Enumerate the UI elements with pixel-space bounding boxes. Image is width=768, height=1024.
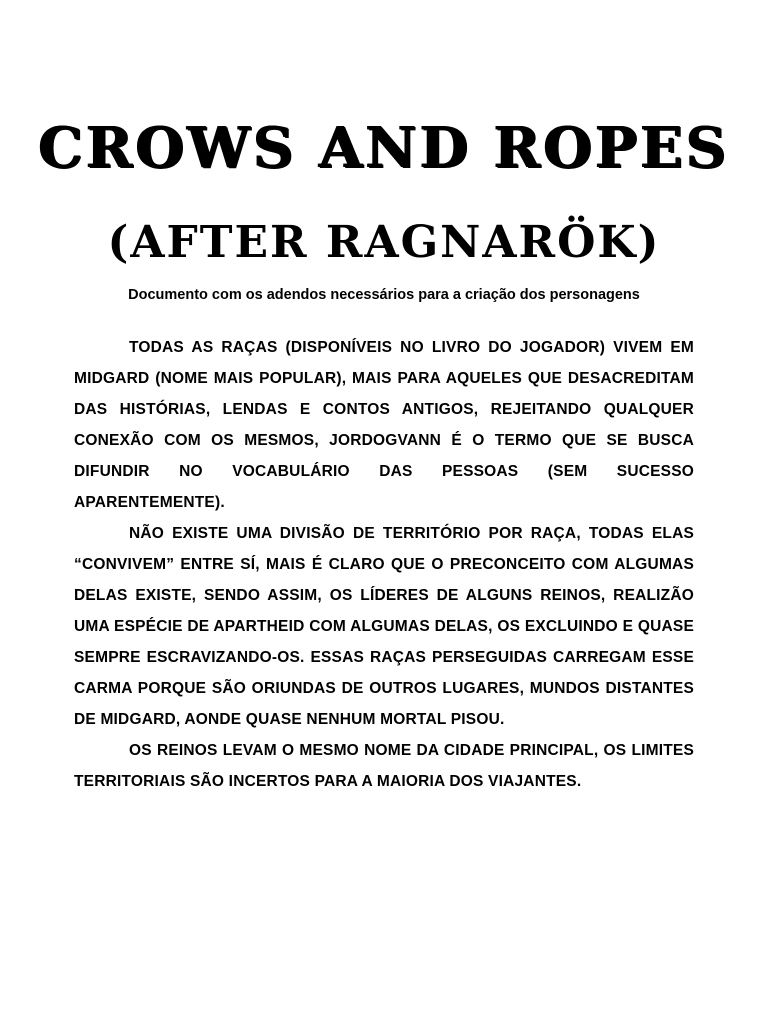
- document-subtitle: (AFTER RAGNARÖK): [107, 217, 661, 268]
- document-body: [74, 332, 694, 797]
- paragraph-territory: NÃO EXISTE UMA DIVISÃO DE TERRITÓRIO POR RAÇA, TODAS ELAS “CONVIVEM” ENTRE SÍ, MAIS É CLARO QUE O PRECONCEITO COM ALGUMAS DELAS EXISTE, SENDO ASSIM, OS LÍDERES DE ALGUNS REINOS, REALIZÃO UMA ESPÉCIE DE APARTHEID COM ALGUMAS DELAS, OS EXCLUINDO E QUASE SEMPRE ESCRAVIZANDO-OS. ESSAS RAÇAS PERSEGUIDAS CARREGAM ESSE CARMA PORQUE SÃO ORIUNDAS DE OUTROS LUGARES, MUNDOS DISTANTES DE MIDGARD, AONDE QUASE NENHUM MORTAL PISOU.: [74, 525, 694, 728]
- document-title: CROWS AND ROPES: [38, 115, 730, 181]
- document-caption: Documento com os adendos necessários para a criação dos personagens: [128, 287, 640, 303]
- paragraph-kingdoms: OS REINOS LEVAM O MESMO NOME DA CIDADE PRINCIPAL, OS LIMITES TERRITORIAIS SÃO INCERTOS PARA A MAIORIA DOS VIAJANTES.: [74, 742, 694, 790]
- paragraph-races: TODAS AS RAÇAS (DISPONÍVEIS NO LIVRO DO JOGADOR) VIVEM EM MIDGARD (NOME MAIS POPULAR), MAIS PARA AQUELES QUE DESACREDITAM DAS HISTÓRIAS, LENDAS E CONTOS ANTIGOS, REJEITANDO QUALQUER CONEXÃO COM OS MESMOS, JORDOGVANN É O TERMO QUE SE BUSCA DIFUNDIR NO VOCABULÁRIO DAS PESSOAS (SEM SUCESSO APARENTEMENTE).: [74, 339, 694, 511]
